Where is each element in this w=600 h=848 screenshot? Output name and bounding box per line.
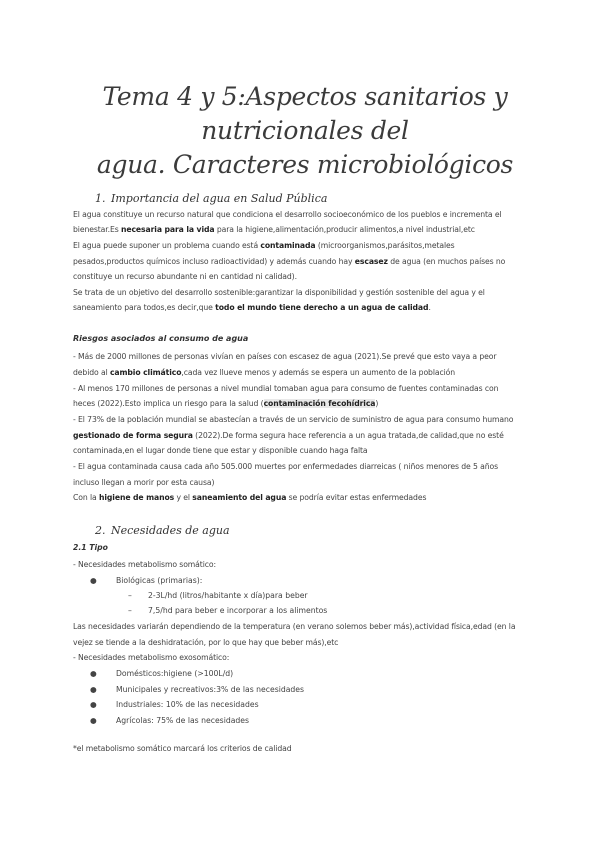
bullet-text: Biológicas (primarias):: [116, 576, 203, 585]
paragraph-line: [73, 225, 475, 234]
bold-text: contaminada: [260, 241, 316, 250]
paragraph-line: - Necesidades metabolismo somático:: [73, 560, 216, 569]
paragraph-line: [73, 399, 378, 408]
footnote: *el metabolismo somático marcará los criterios de calidad: [73, 744, 292, 753]
highlighted-text: contaminación fecohídrica: [263, 399, 376, 408]
bullet-item: [90, 685, 304, 694]
bold-text: gestionado de forma segura: [73, 431, 193, 440]
paragraph-line: - El agua contaminada causa cada año 505.000 muertes por enfermedades diarreicas ( niños menores de 5 años: [73, 462, 499, 471]
bullet-icon: ●: [90, 576, 97, 585]
section-2-number: 2.: [95, 524, 106, 537]
text-run: ,cada vez llueve menos y además se espera un aumento de la población: [181, 368, 456, 377]
paragraph-line: Se trata de un objetivo del desarrollo sostenible:garantizar la disponibilidad y gestión sostenible del agua y el: [73, 288, 485, 297]
paragraph-line: Las necesidades variarán dependiendo de la temperatura (en verano solemos beber más),actividad física,edad (en la: [73, 622, 516, 631]
bold-text: saneamiento del agua: [192, 493, 287, 502]
text-run: de agua (en muchos países no: [387, 257, 506, 266]
bullet-item: [90, 716, 249, 725]
bullet-icon: ●: [90, 669, 97, 678]
bullet-text: Municipales y recreativos:3% de las necesidades: [116, 685, 305, 694]
bullet-text: Domésticos:higiene (>100L/d): [116, 669, 234, 678]
bullet-item: [90, 669, 233, 678]
section-2-heading: [95, 524, 230, 537]
text-run: se podría evitar estas enfermedades: [286, 493, 427, 502]
paragraph-line: [73, 368, 455, 377]
text-run: El agua puede suponer un problema cuando está: [73, 241, 261, 250]
text-run: (microorganismos,parásitos,metales: [315, 241, 455, 250]
paragraph-line: vejez se tiende a la deshidratación, por lo que hay que beber más),etc: [73, 638, 339, 647]
paragraph-line: - El 73% de la población mundial se abastecían a través de un servicio de suministro de agua para consumo humano: [73, 415, 514, 424]
section-1-title: Importancia del agua en Salud Pública: [111, 192, 328, 205]
dash-text: 7,5/hd para beber e incorporar a los alimentos: [148, 606, 328, 615]
text-run: y el: [174, 493, 193, 502]
text-run: debido al: [73, 368, 110, 377]
bullet-text: Agrícolas: 75% de las necesidades: [116, 716, 250, 725]
text-run: pesados,productos químicos incluso radioactividad) y además cuando hay: [73, 257, 355, 266]
text-run: bienestar.Es: [73, 225, 121, 234]
text-run: Con la: [73, 493, 99, 502]
dash-item: [128, 606, 327, 615]
bold-text: higiene de manos: [98, 493, 175, 502]
dash-item: [128, 591, 308, 600]
text-run: ): [375, 399, 379, 408]
title-line-1: Tema 4 y 5:Aspectos sanitarios y nutricionales del: [102, 82, 508, 145]
bold-text: cambio climático: [109, 368, 182, 377]
dash-icon: –: [128, 606, 132, 615]
paragraph-line: [73, 303, 431, 312]
paragraph-line: - Al menos 170 millones de personas a nivel mundial tomaban agua para consumo de fuentes contaminadas con: [73, 384, 499, 393]
bullet-icon: ●: [90, 716, 97, 725]
text-run: heces (2022).Esto implica un riesgo para la salud (: [73, 399, 264, 408]
text-run: .: [428, 303, 431, 312]
title-line-2: agua. Caracteres microbiológicos: [96, 150, 514, 179]
bold-text: escasez: [354, 257, 388, 266]
bold-text: todo el mundo tiene derecho a un agua de calidad: [215, 303, 429, 312]
paragraph-line: constituye un recurso abundante ni en cantidad ni calidad).: [73, 272, 297, 281]
bullet-item: [90, 576, 202, 585]
page-title: [20, 80, 590, 182]
paragraph-line: incluso llegan a morir por esta causa): [73, 478, 215, 487]
paragraph-line: contaminada,en el lugar donde tiene que estar y disponible cuando haga falta: [73, 446, 368, 455]
text-run: para la higiene,alimentación,producir alimentos,a nivel industrial,etc: [214, 225, 475, 234]
section-1-number: 1.: [95, 192, 106, 205]
paragraph-line: [73, 241, 455, 250]
bullet-item: [90, 700, 259, 709]
bullet-text: Industriales: 10% de las necesidades: [116, 700, 259, 709]
paragraph-line: [73, 257, 505, 266]
section-2-title: Necesidades de agua: [111, 524, 230, 537]
paragraph-line: El agua constituye un recurso natural que condiciona el desarrollo socioeconómico de los pueblos e incrementa el: [73, 210, 502, 219]
text-run: saneamiento para todos,es decir,que: [73, 303, 216, 312]
bullet-icon: ●: [90, 685, 97, 694]
paragraph-line: [73, 431, 504, 440]
dash-text: 2-3L/hd (litros/habitante x día)para beber: [148, 591, 308, 600]
paragraph-line: - Más de 2000 millones de personas vivían en países con escasez de agua (2021).Se prevé que esto vaya a peor: [73, 352, 497, 361]
text-run: (2022).De forma segura hace referencia a un agua tratada,de calidad,que no esté: [192, 431, 504, 440]
bullet-icon: ●: [90, 700, 97, 709]
paragraph-line: [73, 493, 426, 502]
subsection-heading: 2.1 Tipo: [73, 543, 108, 552]
section-1-heading: [95, 192, 327, 205]
risks-heading: Riesgos asociados al consumo de agua: [73, 334, 249, 343]
dash-icon: –: [128, 591, 132, 600]
bold-text: necesaria para la vida: [120, 225, 215, 234]
paragraph-line: - Necesidades metabolismo exosomático:: [73, 653, 230, 662]
